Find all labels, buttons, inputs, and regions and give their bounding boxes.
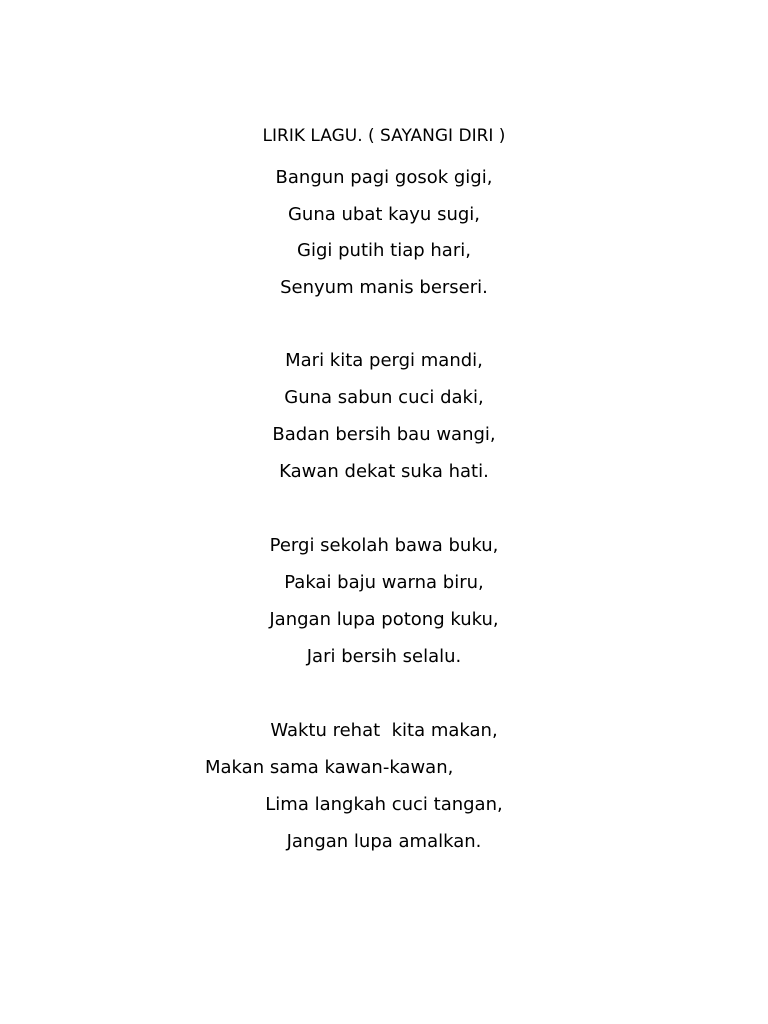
verse-line: Guna ubat kayu sugi, [287, 204, 480, 225]
verse-line: Lima langkah cuci tangan, [265, 794, 503, 815]
verse-line: Jangan lupa potong kuku, [269, 609, 499, 630]
verse-line: Jari bersih selalu. [306, 646, 462, 667]
song-title: LIRIK LAGU. ( SAYANGI DIRI ) [262, 126, 506, 146]
verse-line: Gigi putih tiap hari, [297, 240, 471, 261]
verse-line: Pergi sekolah bawa buku, [269, 535, 499, 556]
verse-line: Senyum manis berseri. [280, 277, 488, 298]
verse-line: Waktu rehat kita makan, [270, 720, 498, 741]
verse-line: Pakai baju warna biru, [284, 572, 484, 593]
verse-line: Guna sabun cuci daki, [284, 387, 484, 408]
verse-line: Makan sama kawan-kawan, [205, 757, 454, 778]
verse-line: Mari kita pergi mandi, [285, 350, 483, 371]
verse-line: Jangan lupa amalkan. [286, 831, 482, 852]
verse-line: Kawan dekat suka hati. [279, 461, 489, 482]
verse-line: Bangun pagi gosok gigi, [275, 167, 493, 188]
verse-line: Badan bersih bau wangi, [272, 424, 496, 445]
